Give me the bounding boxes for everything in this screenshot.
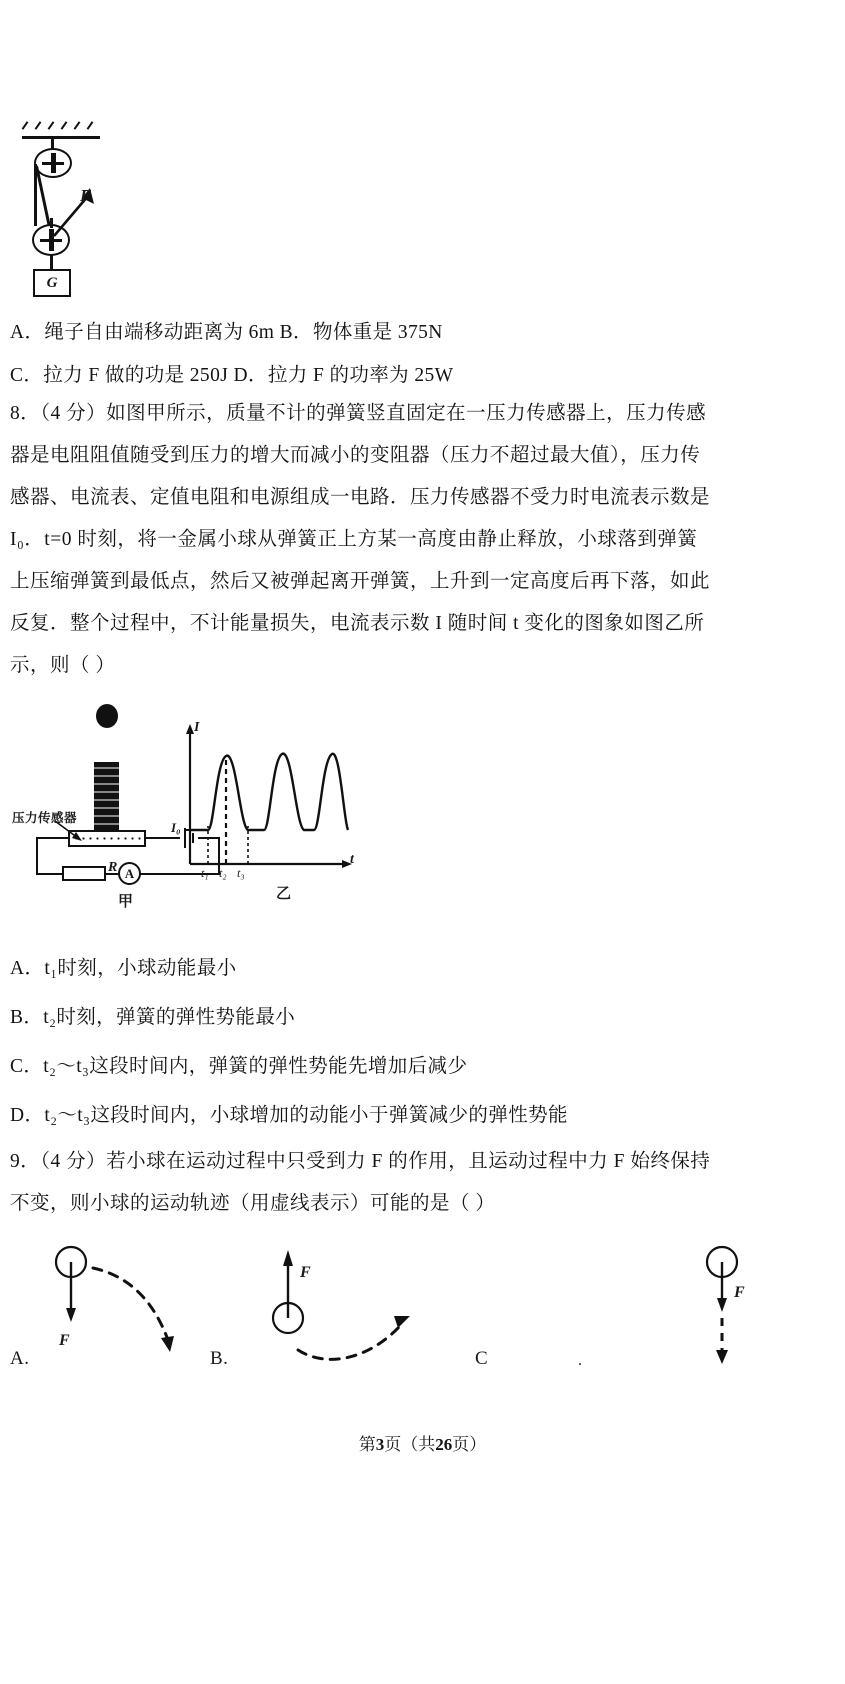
figure-yi-caption: 乙 xyxy=(276,886,292,902)
weight-box: G xyxy=(33,269,71,297)
wire-bottom-left xyxy=(36,873,64,875)
figure-jia-caption: 甲 xyxy=(118,894,134,910)
q9-choice-c-force-label: F xyxy=(734,1284,745,1301)
q7-option-line-1: A．绳子自由端移动距离为 6m B．物体重是 375N xyxy=(10,322,443,343)
ceiling-hatch-icon xyxy=(48,121,55,130)
q8-stem-line-5: 上压缩弹簧到最低点，然后又被弹起离开弹簧，上升到一定高度后再下落，如此 xyxy=(10,571,711,592)
q8-stem-line-2: 器是电阻阻值随受到压力的增大而减小的变阻器（压力不超过最大值），压力传 xyxy=(10,445,701,466)
fixed-resistor xyxy=(62,866,106,881)
pull-force-arrow-icon xyxy=(44,184,104,240)
ceiling-hatch-icon xyxy=(61,121,68,130)
metal-ball-icon xyxy=(96,704,118,728)
pulley-system-figure xyxy=(14,128,124,303)
resistor-label: R xyxy=(108,860,118,875)
wire-left-top xyxy=(36,837,70,839)
ceiling-hatch-icon xyxy=(87,121,94,130)
footer-suffix: 页） xyxy=(452,1435,487,1454)
q9-choice-a-letter: A. xyxy=(10,1348,30,1369)
footer-total-pages: 26 xyxy=(435,1435,453,1454)
q8-option-d: D．t₂～t₃这段时间内，小球增加的动能小于弹簧减少的弹性势能 xyxy=(10,1105,568,1126)
q9-choice-c-letter: C xyxy=(475,1348,489,1369)
q9-stem-line-1: 9．（4 分）若小球在运动过程中只受到力 F 的作用，且运动过程中力 F 始终保持 xyxy=(10,1151,711,1172)
ceiling-line xyxy=(22,136,100,139)
q9-stem-line-2: 不变，则小球的运动轨迹（用虚线表示）可能的是（ ） xyxy=(10,1193,496,1214)
spring-coils-icon xyxy=(94,762,119,830)
q8-stem-line-3: 感器、电流表、定值电阻和电源组成一电路．压力传感器不受力时电流表示数是 xyxy=(10,487,711,508)
q8-option-b: B．t₂时刻，弹簧的弹性势能最小 xyxy=(10,1007,296,1028)
q7-option-line-2: C．拉力 F 做的功是 250J D．拉力 F 的功率为 25W xyxy=(10,365,454,386)
q8-stem-line-7: 示，则（ ） xyxy=(10,655,116,676)
pulley-bar xyxy=(42,162,64,165)
tick-label-t2: t₂ xyxy=(219,866,227,880)
page-footer xyxy=(0,1430,845,1455)
current-time-chart xyxy=(168,722,363,872)
q9-choice-c-figure xyxy=(650,1240,820,1380)
q9-choice-c-letter-suffix: . xyxy=(578,1352,583,1369)
q9-choice-a-force-label: F xyxy=(59,1332,70,1349)
x-axis-label: t xyxy=(350,852,354,867)
q8-option-c: C．t₂～t₃这段时间内，弹簧的弹性势能先增加后减少 xyxy=(10,1056,468,1077)
tick-label-t3: t₃ xyxy=(237,866,245,880)
footer-page-number: 3 xyxy=(375,1435,385,1454)
ceiling-hatch-icon xyxy=(74,121,81,130)
q8-stem-line-6: 反复．整个过程中，不计能量损失，电流表示数 I 随时间 t 变化的图象如图乙所 xyxy=(10,613,705,634)
q8-stem-line-4: I₀．t=0 时刻，将一金属小球从弹簧正上方某一高度由静止释放，小球落到弹簧 xyxy=(10,529,698,550)
trajectory-a-icon xyxy=(18,1240,198,1380)
ceiling-hatch-icon xyxy=(35,121,42,130)
pulley-force-label: F xyxy=(80,186,92,205)
y-intercept-label: I₀ xyxy=(171,820,181,835)
q9-choice-b-letter: B. xyxy=(210,1348,229,1369)
weight-hanger xyxy=(50,254,53,270)
q9-choice-b-figure xyxy=(240,1240,440,1380)
footer-middle: 页（共 xyxy=(384,1435,436,1454)
tick-label-t1: t₁ xyxy=(201,866,209,880)
fixed-pulley xyxy=(34,148,72,178)
q8-stem-line-1: 8．（4 分）如图甲所示，质量不计的弹簧竖直固定在一压力传感器上，压力传感 xyxy=(10,403,707,424)
q8-option-a: A．t₁时刻，小球动能最小 xyxy=(10,958,237,979)
pressure-sensor-label: 压力传感器 xyxy=(12,811,78,825)
q9-choice-b-force-label: F xyxy=(300,1264,311,1281)
footer-prefix: 第 xyxy=(358,1435,376,1454)
ammeter: A xyxy=(118,862,141,885)
q9-choice-a-figure xyxy=(18,1240,198,1380)
y-axis-label: I xyxy=(194,720,200,735)
figure-yi-graph xyxy=(168,720,363,902)
ceiling-hatch-icon xyxy=(22,121,29,130)
trajectory-c-icon xyxy=(650,1240,820,1380)
wire-left-vertical xyxy=(36,837,38,875)
trajectory-b-icon xyxy=(240,1240,440,1380)
